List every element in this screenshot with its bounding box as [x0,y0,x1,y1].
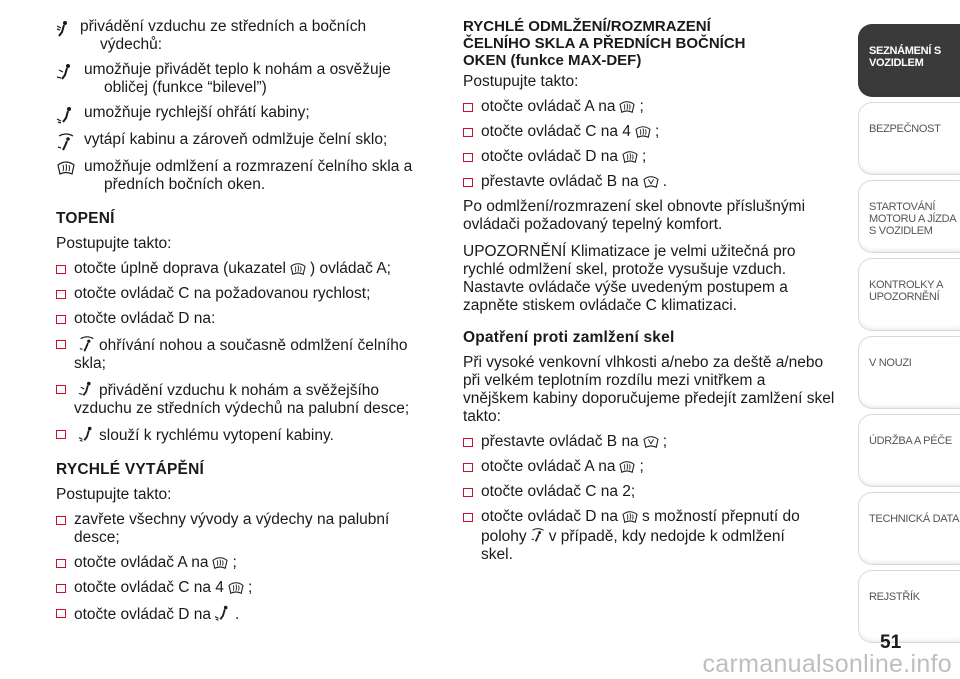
warning-note: UPOZORNĚNÍ Klimatizace je velmi užitečná pro rychlé odmlžení skel, protože vysušuje vzduch. Nastavte ovládače výše uvedeným postupem a zapněte stiskem ovládače C klimatizaci. [463,243,796,314]
mode-feet: umožňuje rychlejší ohřátí kabiny; [56,104,438,124]
heating-intro: Postupujte takto: [56,235,172,252]
fast-defrost-heading: RYCHLÉ ODMLŽENÍ/ROZMRAZENÍ ČELNÍHO SKLA A PŘEDNÍCH BOČNÍCH OKEN (funkce MAX-DEF) [463,18,746,69]
list-item: otočte ovládač C na 4 ; [56,579,438,597]
feet-defrost-icon [56,133,76,151]
list-item: otočte ovládač A na ; [56,554,438,572]
mode-bilevel: umožňuje přivádět teplo k nohám a osvěžuje obličej (funkce “bilevel”) [56,61,438,97]
list-item: otočte ovládač A na ; [463,458,848,476]
list-item: ohřívání nohou a současně odmlžení čelního skla; [56,335,438,373]
windshield-defrost-icon [618,100,636,114]
mode-windshield: umožňuje odmlžení a rozmrazení čelního skla a předních bočních oken. [56,158,438,194]
left-column [56,18,438,631]
antifog-heading: Opatření proti zamlžení skel [463,329,675,346]
tab-safety[interactable]: BEZPEČNOST [858,102,960,175]
windshield-defrost-icon [227,581,245,595]
list-item: otočte ovládač D na: [56,310,438,328]
windshield-defrost-icon [634,125,652,139]
list-item: otočte ovládač D na . [56,604,438,624]
windshield-defrost-icon [621,150,639,164]
list-item: otočte ovládač C na 4 ; [463,123,848,141]
list-item: zavřete všechny vývody a výdechy na palubní desce; [56,511,438,547]
list-item: otočte úplně doprava (ukazatel ) ovládač A; [56,260,438,278]
tab-index[interactable]: REJSTŘÍK [858,570,960,643]
list-item: otočte ovládač C na požadovanou rychlost; [56,285,438,303]
page-number: 51 [880,632,902,653]
chapter-tabs [858,24,960,648]
fast-heating-intro: Postupujte takto: [56,486,172,503]
tab-introduction[interactable]: SEZNÁMENÍ S VOZIDLEM [858,24,960,97]
antifog-intro: Při vysoké venkovní vlhkosti a/nebo za deště a/nebo při velkém teplotním rozdílu mezi vnitřkem a vnějškem kabiny doporučujeme předejít zamlžení skel takto: [463,354,835,425]
antifog-steps [463,433,848,564]
fast-defrost-steps [463,98,848,191]
list-item: otočte ovládač D na ; [463,148,848,166]
feet-defrost-icon [78,335,96,353]
fast-defrost-intro: Postupujte takto: [463,73,579,90]
fast-heating-heading: RYCHLÉ VYTÁPĚNÍ [56,461,204,478]
feet-icon [214,604,232,622]
heating-steps [56,260,438,445]
list-item: otočte ovládač A na ; [463,98,848,116]
face-vents-icon [56,20,72,38]
recirculation-icon [642,435,660,449]
tab-warning-lights[interactable]: KONTROLKY A UPOZORNĚNÍ [858,258,960,331]
windshield-defrost-icon [56,160,76,176]
list-item: přestavte ovládač B na . [463,173,848,191]
fast-heating-steps [56,511,438,624]
watermark: carmanualsonline.info [702,650,952,678]
windshield-defrost-icon [618,460,636,474]
tab-maintenance[interactable]: ÚDRŽBA A PÉČE [858,414,960,487]
tab-technical-data[interactable]: TECHNICKÁ DATA [858,492,960,565]
list-item: přestavte ovládač B na ; [463,433,848,451]
mode-face: přivádění vzduchu ze středních a bočních výdechů: [56,18,438,54]
feet-icon [78,425,96,443]
windshield-defrost-icon [289,262,307,276]
tab-starting-driving[interactable]: STARTOVÁNÍ MOTORU A JÍZDA S VOZIDLEM [858,180,960,253]
windshield-defrost-icon [211,556,229,570]
list-item: přivádění vzduchu k nohám a svěžejšího vzduchu ze středních výdechů na palubní desce; [56,380,438,418]
mode-feet-defrost: vytápí kabinu a zároveň odmlžuje čelní sklo; [56,131,438,151]
windshield-defrost-icon [621,510,639,524]
bilevel-icon [78,380,96,398]
heating-heading: TOPENÍ [56,210,115,227]
bilevel-icon [56,63,76,81]
list-item: otočte ovládač C na 2; [463,483,848,501]
list-item: otočte ovládač D na s možností přepnutí do polohy v případě, kdy nedojde k odmlžení skel. [463,508,848,564]
tab-emergency[interactable]: V NOUZI [858,336,960,409]
list-item: slouží k rychlému vytopení kabiny. [56,425,438,445]
feet-icon [56,106,76,124]
feet-defrost-icon [530,526,546,544]
fast-defrost-after: Po odmlžení/rozmrazení skel obnovte příslušnými ovládači požadovaný tepelný komfort. [463,198,806,233]
right-column [463,18,848,571]
recirculation-icon [642,175,660,189]
